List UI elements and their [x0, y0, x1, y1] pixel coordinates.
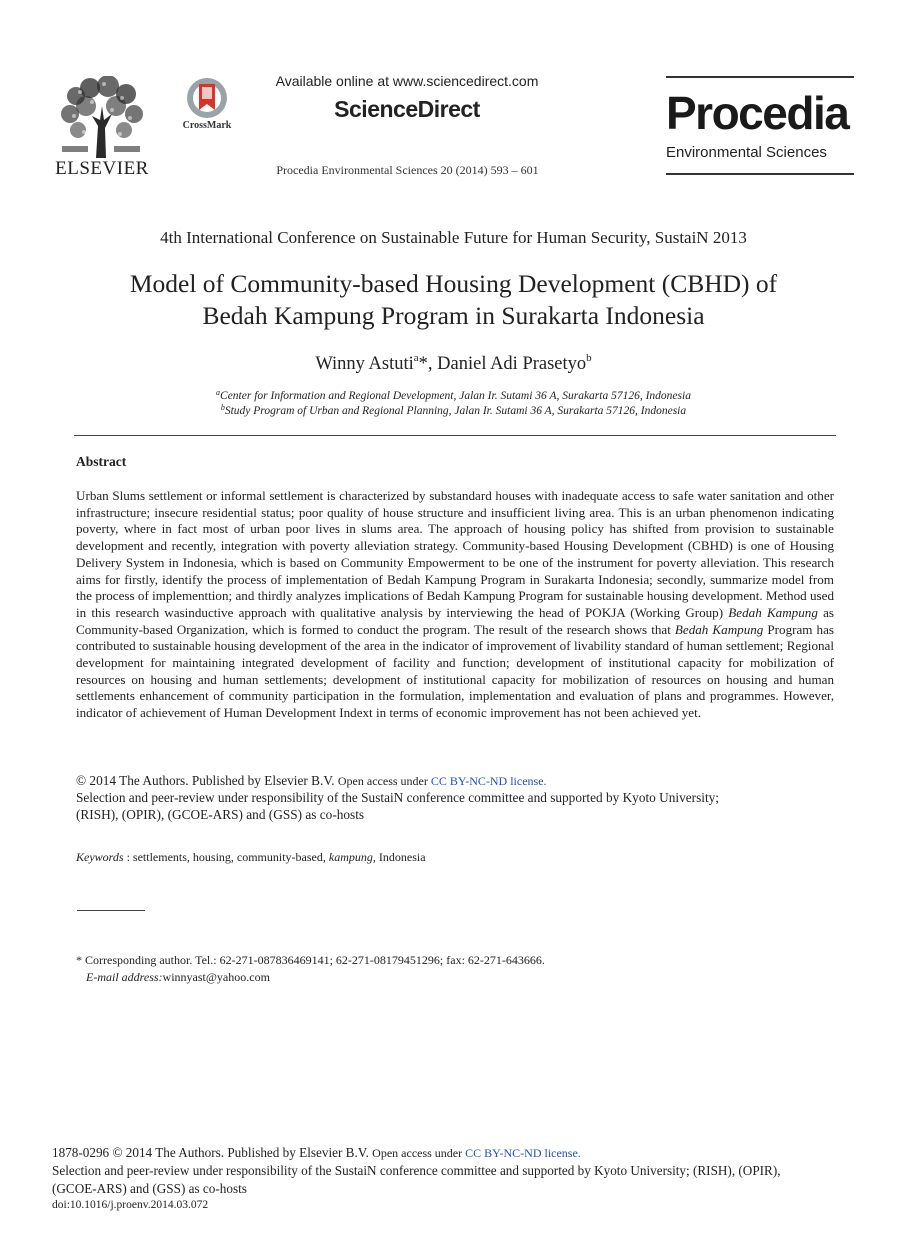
- crossmark-icon: [185, 76, 229, 120]
- abstract-heading: Abstract: [76, 454, 127, 469]
- license-link[interactable]: CC BY-NC-ND license.: [430, 774, 547, 788]
- journal-logo-top-rule: [666, 76, 854, 78]
- affiliation-marker: a: [216, 388, 221, 397]
- issn-copyright: 1878-0296 © 2014 The Authors. Published by Elsevier B.V.: [52, 1145, 373, 1160]
- paper-title-line: Bedah Kampung Program in Surakarta Indonesia: [202, 301, 705, 330]
- author-name[interactable]: Winny Astuti: [315, 354, 414, 374]
- author-name[interactable]: Daniel Adi Prasetyo: [437, 354, 587, 374]
- page-footer: [52, 1144, 867, 1215]
- conference-name: 4th International Conference on Sustainable Future for Human Security, SustaiN 2013: [160, 228, 747, 247]
- copyright-notice: [76, 773, 834, 823]
- abstract-text: Urban Slums settlement or informal settlement is characterized by substandard houses with inadequate access to safe water sanitation and other infrastructure; insecure residential status; poor quality of house structure and insufficient living area. This is an urban phenomenon indicating poverty, where in fact most of urban poor lives in slums area. The approach of housing policy has shifted from provision to sustainable development and recently, integration with poverty alleviation strategy. Community-based Housing Development (CBHD) is one of Housing Delivery System in Indonesia, which is based on Community Empowerment to be one of the instrument for poverty alleviation. This research aims for firstly, identify the process of implementation of Bedah Kampung Program in Surakarta Indonesia; secondly, summarize model from the process of implementtion; and thirdly analyzes implications of Bedah Kampung Program for sustainable housing development. Method used in this research wasinductive approach with qualitative analysis by interviewing the head of POKJA (Working Group): [76, 488, 834, 620]
- author-list: [60, 352, 847, 375]
- keywords-label: Keywords: [76, 850, 124, 864]
- footer-line: Selection and peer-review under responsibility of the SustaiN conference committee and supported by Kyoto University; (RISH), (OPIR),: [52, 1163, 781, 1179]
- abstract-paragraph: [76, 488, 834, 722]
- footnote-contact-line: * Corresponding author. Tel.: 62-271-087836469141; 62-271-08179451296; fax: 62-271-643666.: [76, 953, 545, 967]
- keywords-tail: , Indonesia: [372, 850, 426, 864]
- journal-logo: [666, 76, 854, 176]
- crossmark-badge[interactable]: [176, 76, 238, 136]
- journal-logo-subtitle: Environmental Sciences: [666, 144, 827, 161]
- abstract-text: Program has contributed to sustainable housing development of the area in the indicator of improvement of livability standard of human settlement; Regional development for maintaining integrated development of facility and function; development of institutional capacity for mobilization of resources on housing and human settlements; development of institutional capacity for mobilization of resources on housing and human settlements enhancement of community participation in the formulation, implementation and evaluation of plans and programmes. However, indicator of achievement of Human Development Indext in terms of economic improvement has not been achieved yet.: [76, 621, 834, 721]
- affiliation: [60, 388, 847, 402]
- affiliation-marker: b: [220, 403, 225, 412]
- keywords-separator: :: [123, 850, 133, 864]
- email-label: E-mail address:: [86, 970, 163, 984]
- copyright-line: [76, 773, 834, 790]
- footnote-email-line: [76, 969, 834, 986]
- copyright-line: (RISH), (OPIR), (GCOE-ARS) and (GSS) as co-hosts: [76, 806, 365, 822]
- abstract-italic-term: Bedah Kampung: [674, 621, 764, 637]
- sciencedirect-wordmark[interactable]: ScienceDirect: [334, 96, 480, 122]
- keywords: [76, 850, 834, 865]
- journal-logo-word: Procedia: [666, 87, 849, 139]
- footer-line: [52, 1144, 867, 1162]
- journal-reference: Procedia Environmental Sciences 20 (2014) 593 – 601: [276, 163, 539, 177]
- open-access-text: Open access under: [372, 1146, 466, 1160]
- elsevier-logo: [52, 72, 152, 180]
- affiliation-text: Study Program of Urban and Regional Planning, Jalan Ir. Sutami 36 A, Surakarta 57126, Indonesia: [224, 405, 687, 417]
- section-divider: [74, 435, 836, 436]
- keywords-list: settlements, housing, community-based,: [132, 850, 329, 864]
- paper-title: [60, 268, 847, 332]
- abstract-text: as Community-based Organization, which is formed to conduct the program. The result of the research shows that: [76, 604, 834, 637]
- open-access-text: Open access under: [337, 774, 431, 788]
- keyword-italic: kampung: [328, 850, 373, 864]
- journal-logo-bottom-rule: [666, 173, 854, 175]
- publisher-wordmark: ELSEVIER: [55, 158, 149, 179]
- email-address[interactable]: winnyast@yahoo.com: [162, 970, 270, 984]
- affiliation-text: Center for Information and Regional Development, Jalan Ir. Sutami 36 A, Surakarta 57126, Indonesia: [220, 390, 691, 402]
- corresponding-marker: *,: [418, 354, 438, 374]
- affiliation-marker: b: [586, 352, 592, 364]
- abstract-italic-term: Bedah Kampung: [728, 604, 818, 620]
- license-link[interactable]: CC BY-NC-ND license.: [465, 1146, 581, 1160]
- copyright-prefix: © 2014 The Authors. Published by Elsevier B.V.: [76, 773, 338, 788]
- affiliation-marker: a: [413, 352, 419, 364]
- corresponding-author-footnote: [76, 952, 834, 986]
- footer-line: (GCOE-ARS) and (GSS) as co-hosts: [52, 1180, 247, 1196]
- copyright-line: Selection and peer-review under responsibility of the SustaiN conference committee and supported by Kyoto University;: [76, 789, 719, 805]
- available-online-text: Available online at www.sciencedirect.com: [275, 73, 539, 89]
- crossmark-label: CrossMark: [182, 120, 232, 131]
- affiliation: [60, 403, 847, 417]
- elsevier-tree-icon: [56, 76, 146, 158]
- abstract-body: [76, 488, 834, 722]
- doi[interactable]: doi:10.1016/j.proenv.2014.03.072: [52, 1199, 209, 1212]
- footnote-divider: [77, 910, 145, 911]
- paper-title-line: Model of Community-based Housing Development (CBHD) of: [129, 269, 778, 298]
